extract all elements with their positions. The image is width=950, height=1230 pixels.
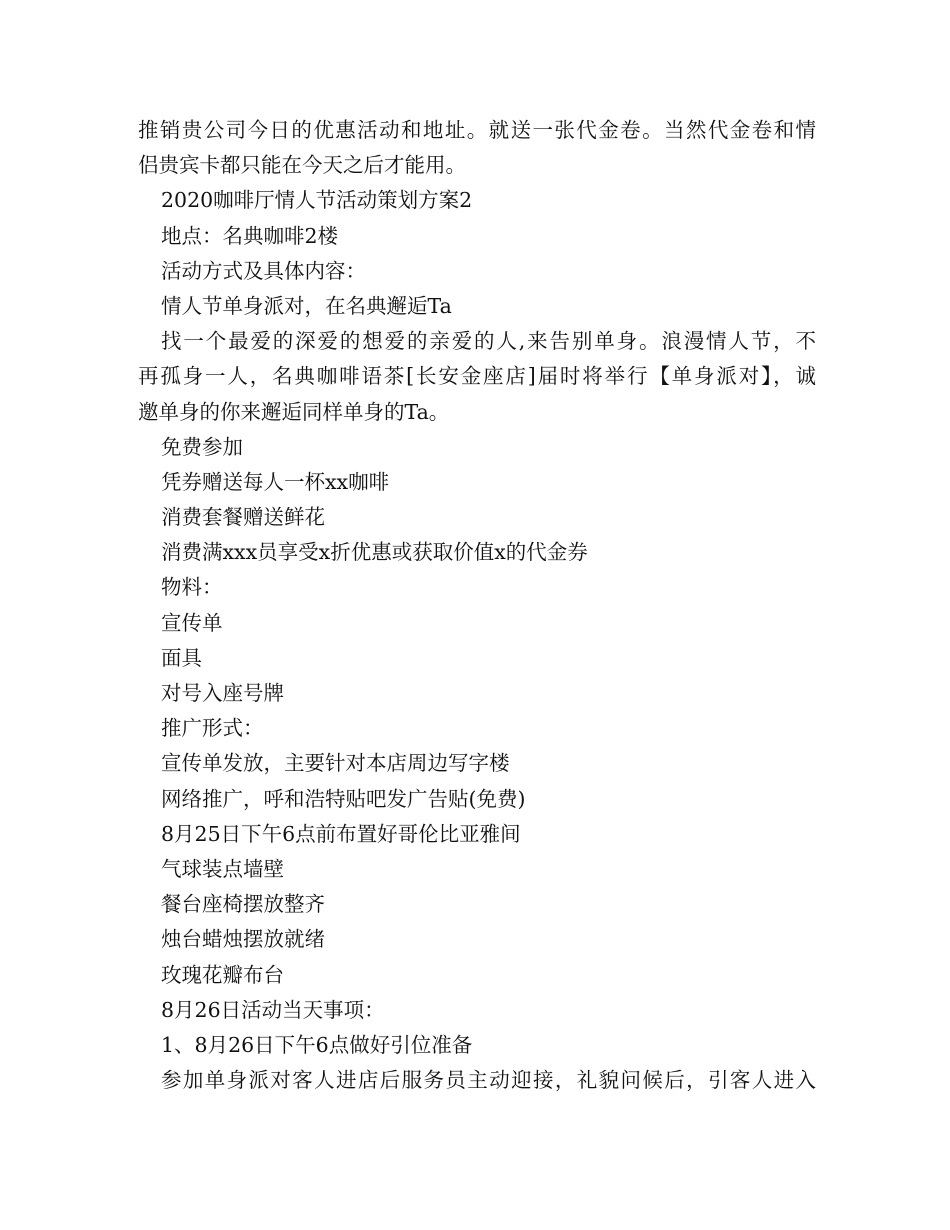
list-item: 免费参加: [161, 434, 243, 459]
paragraph-line: 推广形式：: [161, 716, 264, 741]
paragraph-line: 8月26日活动当天事项：: [161, 997, 385, 1022]
list-item: 面具: [161, 645, 202, 670]
document-body: [138, 113, 816, 1098]
list-item: 消费满xxx员享受x折优惠或获取价值x的代金券: [161, 540, 588, 565]
list-item: 1、8月26日下午6点做好引位准备: [161, 1032, 473, 1057]
list-item: 宣传单: [161, 610, 223, 635]
section-heading: 2020咖啡厅情人节活动策划方案2: [161, 188, 473, 213]
list-item: 气球装点墙壁: [161, 856, 284, 881]
paragraph-line: 地点：名典咖啡2楼: [161, 223, 339, 248]
list-item: 对号入座号牌: [161, 681, 284, 705]
paragraph-line: 邀单身的你来邂逅同样单身的Ta。: [138, 399, 450, 424]
list-item: 网络推广，呼和浩特贴吧发广告贴(免费): [161, 786, 526, 811]
paragraph-line: 推销贵公司今日的优惠活动和地址。就送一张代金卷。当然代金卷和情: [138, 118, 816, 142]
paragraph-line: 物料：: [161, 575, 223, 600]
paragraph-line: 参加单身派对客人进店后服务员主动迎接，礼貌问候后，引客人进入: [161, 1068, 816, 1093]
list-item: 凭券赠送每人一杯xx咖啡: [161, 469, 390, 494]
paragraph-line: 活动方式及具体内容：: [161, 258, 366, 283]
paragraph-line: 再孤身一人，名典咖啡语茶[长安金座店]届时将举行【单身派对】，诚: [138, 364, 816, 389]
list-item: 玫瑰花瓣布台: [161, 962, 284, 987]
paragraph-line: 8月25日下午6点前布置好哥伦比亚雅间: [161, 821, 521, 846]
paragraph-line: 找一个最爱的深爱的想爱的亲爱的人,来告别单身。浪漫情人节，不: [161, 329, 816, 354]
list-item: 烛台蜡烛摆放就绪: [161, 927, 325, 952]
paragraph-line: 侣贵宾卡都只能在今天之后才能用。: [138, 153, 466, 178]
list-item: 宣传单发放，主要针对本店周边写字楼: [161, 751, 510, 776]
list-item: 餐台座椅摆放整齐: [161, 892, 325, 917]
paragraph-line: 情人节单身派对，在名典邂逅Ta: [161, 293, 452, 318]
list-item: 消费套餐赠送鲜花: [161, 505, 325, 530]
